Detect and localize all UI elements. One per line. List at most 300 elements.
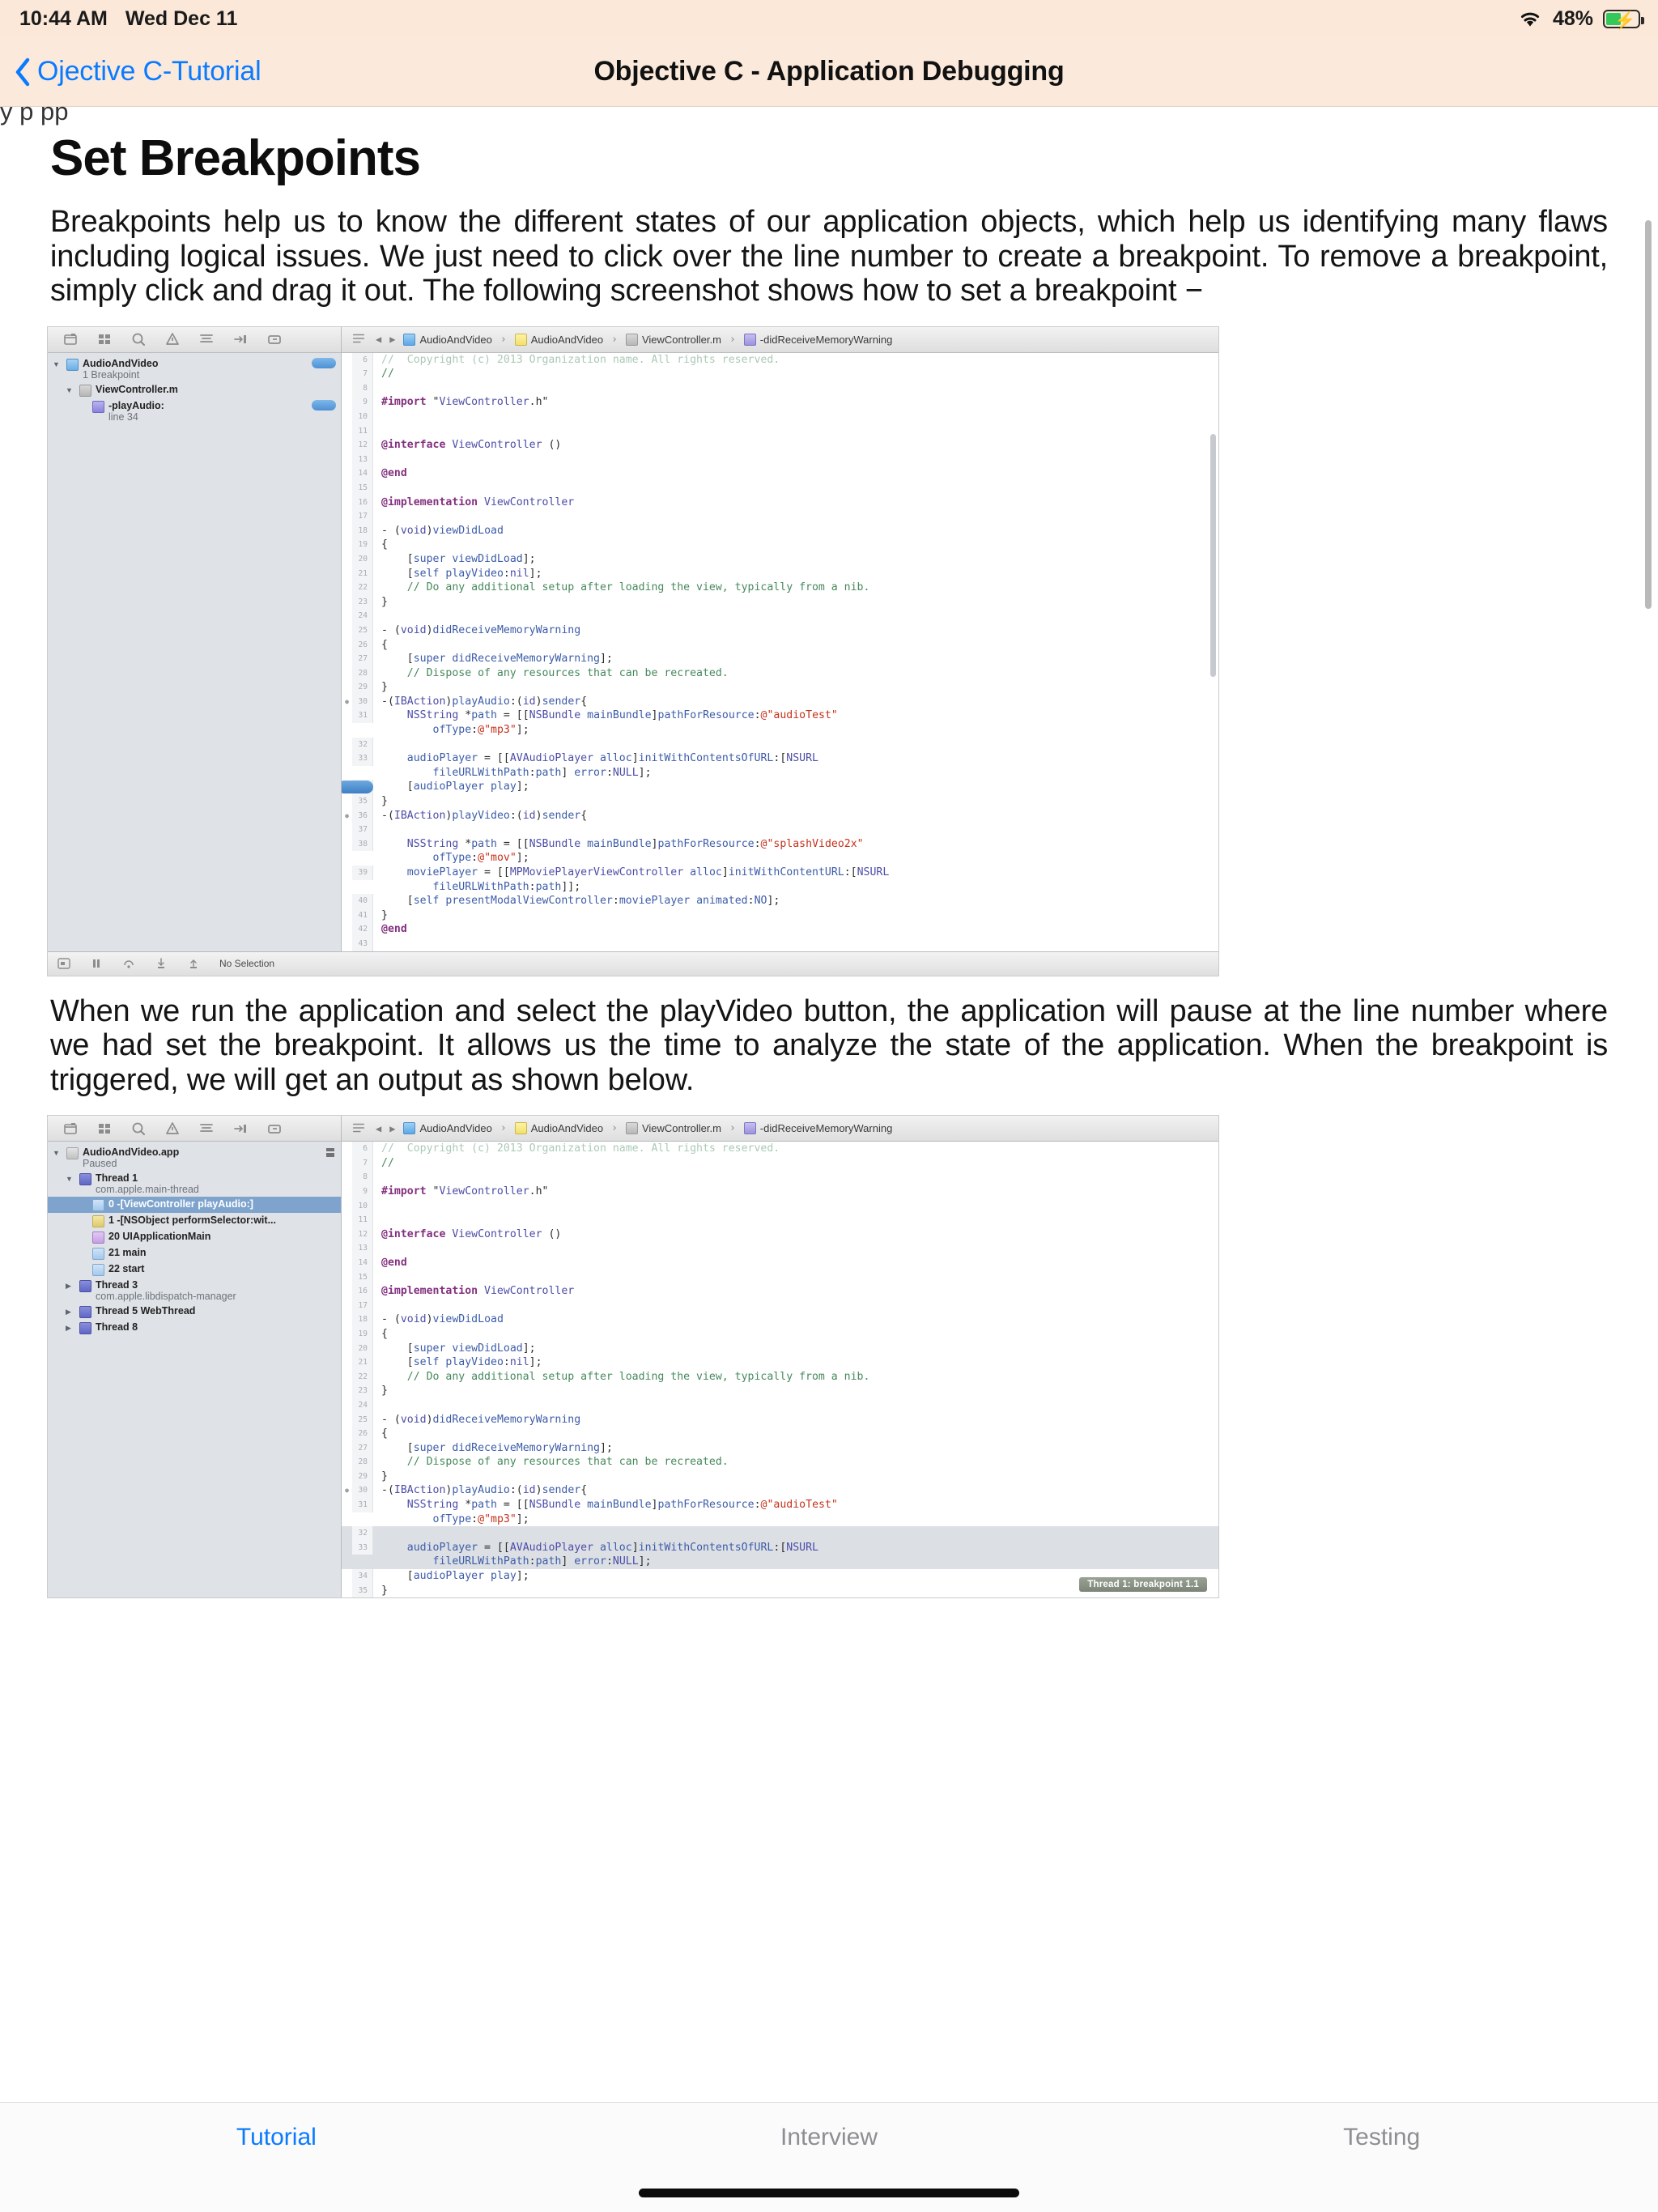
line-number[interactable]: 41 (352, 908, 373, 923)
line-number[interactable]: 34 (352, 1569, 373, 1584)
shot1-jump-bar (342, 327, 1218, 352)
code-text: fileURLWithPath:path]]; (432, 880, 581, 893)
code-text: // Do any additional setup after loading the view, typically from a nib. (381, 581, 870, 594)
method-icon (744, 334, 756, 346)
code-line[interactable] (342, 1455, 1218, 1470)
line-number[interactable]: 13 (352, 1241, 373, 1256)
code-line[interactable] (342, 424, 1218, 439)
code-line[interactable] (342, 780, 1218, 794)
line-number[interactable]: 15 (352, 1270, 373, 1285)
step-out-icon[interactable] (187, 958, 200, 969)
code-line[interactable] (342, 496, 1218, 510)
code-line[interactable] (342, 1270, 1218, 1285)
code-line[interactable] (342, 1355, 1218, 1370)
line-number[interactable]: 14 (352, 466, 373, 481)
home-indicator (639, 2189, 1019, 2197)
code-text: audioPlayer = [[AVAudioPlayer alloc]initWithContentsOfURL:[NSURL (406, 752, 818, 765)
navigator-row-label: -playAudio: line 34 (108, 399, 164, 423)
code-text: ofType:@"mov"]; (432, 852, 529, 865)
line-number[interactable]: 23 (352, 1384, 373, 1398)
search-navigator-icon[interactable] (130, 331, 147, 347)
project-icon (403, 334, 415, 346)
jump-item-0[interactable] (403, 334, 491, 346)
shot1-selection-status: No Selection (219, 958, 275, 970)
folder-navigator-icon[interactable] (62, 1121, 79, 1137)
folder-icon (515, 1122, 527, 1134)
jump-back-icon[interactable]: ◀ (376, 1122, 382, 1134)
code-line[interactable] (342, 395, 1218, 410)
code-line[interactable] (342, 1427, 1218, 1441)
stop-process-icon[interactable] (325, 1146, 336, 1159)
code-line[interactable] (342, 894, 1218, 908)
issue-navigator-icon[interactable] (164, 331, 181, 347)
code-line[interactable] (342, 1185, 1218, 1199)
debug-navigator-icon[interactable] (232, 331, 249, 347)
method-icon (744, 1122, 756, 1134)
code-line[interactable] (342, 1199, 1218, 1214)
code-line[interactable] (342, 1512, 1218, 1527)
code-line[interactable] (342, 837, 1218, 852)
code-line[interactable] (342, 1312, 1218, 1327)
code-text: #import "ViewController.h" (381, 396, 549, 409)
line-number[interactable]: 13 (352, 453, 373, 467)
line-number[interactable]: 19 (352, 1327, 373, 1342)
symbol-navigator-icon[interactable] (96, 1121, 113, 1137)
code-line[interactable] (342, 738, 1218, 752)
code-text: [super didReceiveMemoryWarning]; (381, 1441, 613, 1454)
code-text: - (void)viewDidLoad (381, 1313, 504, 1326)
disclosure-triangle-icon[interactable]: ▶ (66, 1308, 71, 1317)
code-line[interactable] (342, 766, 1218, 781)
article-scroll-view[interactable] (0, 97, 1658, 2102)
line-number[interactable]: 7 (352, 1156, 373, 1171)
row-spacer (79, 1247, 88, 1249)
method-marker-icon: ● (345, 697, 349, 705)
line-number[interactable]: 11 (352, 1213, 373, 1227)
paragraph-1: Breakpoints help us to know the different states of our application objects, which help us identifying many flaws including logical issues. We just need to click over the line number to create a breakpoint. To remove a breakpoint, simply click and drag it out. The following screenshot shows how to set a breakpoint − (50, 205, 1608, 308)
code-line[interactable] (342, 1299, 1218, 1313)
jump-forward-icon[interactable]: ▶ (389, 1122, 396, 1134)
code-line[interactable] (342, 353, 1218, 368)
code-line[interactable] (342, 1441, 1218, 1456)
disclosure-triangle-icon[interactable]: ▶ (66, 1324, 71, 1333)
line-number[interactable]: 20 (352, 552, 373, 567)
status-bar (0, 0, 1658, 37)
navigator-row[interactable] (48, 1197, 341, 1213)
line-number[interactable]: 20 (352, 1342, 373, 1356)
code-line[interactable] (342, 1156, 1218, 1171)
pause-icon[interactable] (90, 958, 103, 969)
code-line[interactable] (342, 1284, 1218, 1299)
jump-label-1: AudioAndVideo (530, 333, 604, 346)
code-text: [super viewDidLoad]; (381, 1342, 536, 1355)
line-number[interactable]: 35 (352, 1584, 373, 1598)
code-line[interactable] (342, 1498, 1218, 1512)
navigator-row[interactable] (48, 1304, 341, 1320)
code-text: // Copyright (c) 2013 Organization name. All rights reserved. (381, 1142, 780, 1155)
line-number[interactable]: 22 (352, 581, 373, 595)
line-number[interactable]: 36 (352, 809, 373, 823)
code-line[interactable] (342, 695, 1218, 709)
line-number[interactable]: 16 (352, 1284, 373, 1299)
jump-back-icon[interactable]: ◀ (376, 334, 382, 346)
line-number[interactable]: 25 (352, 623, 373, 638)
code-text: } (381, 1385, 388, 1397)
code-text: @implementation ViewController (381, 496, 575, 508)
code-text: } (381, 595, 388, 608)
line-number[interactable]: 30 (352, 1483, 373, 1498)
code-text: } (381, 908, 388, 921)
code-text: #import "ViewController.h" (381, 1185, 549, 1197)
disclosure-triangle-icon[interactable]: ▶ (66, 1282, 71, 1291)
line-number[interactable]: 18 (352, 1312, 373, 1327)
line-number[interactable]: 8 (352, 1170, 373, 1185)
code-line[interactable] (342, 680, 1218, 695)
source-file-icon (79, 385, 91, 397)
line-number[interactable]: 28 (352, 666, 373, 681)
line-number[interactable]: 17 (352, 1299, 373, 1313)
code-line[interactable] (342, 1555, 1218, 1569)
back-button-label: Ojective C-Tutorial (37, 56, 261, 87)
shot1-breakpoint-navigator[interactable] (48, 353, 342, 951)
disclosure-triangle-icon[interactable]: ▼ (66, 1175, 73, 1184)
jump-item-1[interactable] (515, 334, 603, 346)
step-into-icon[interactable] (155, 958, 168, 969)
tab-tutorial[interactable]: Tutorial (236, 2124, 317, 2150)
status-bar-right (1517, 7, 1658, 31)
code-line[interactable] (342, 823, 1218, 837)
breakpoint-marker-icon[interactable] (342, 781, 373, 793)
jump-separator: › (500, 1122, 507, 1135)
code-text: ofType:@"mp3"]; (432, 1512, 529, 1525)
jump-forward-icon[interactable]: ▶ (389, 334, 396, 346)
code-line[interactable] (342, 1327, 1218, 1342)
navigator-row[interactable] (48, 382, 341, 398)
code-text: { (381, 638, 388, 651)
status-time: 10:44 AM (19, 6, 108, 30)
code-line[interactable] (342, 1384, 1218, 1398)
line-number[interactable]: 6 (352, 353, 373, 368)
jump-item-3[interactable] (744, 1122, 893, 1134)
code-line[interactable] (342, 866, 1218, 880)
code-text: } (381, 1584, 388, 1597)
jump-item-0[interactable] (403, 1122, 491, 1134)
tab-interview[interactable]: Interview (780, 2124, 878, 2150)
code-line[interactable] (342, 595, 1218, 610)
code-text: fileURLWithPath:path] error:NULL]; (432, 766, 652, 779)
code-line[interactable] (342, 381, 1218, 396)
code-text: } (381, 681, 388, 694)
jump-item-2[interactable] (626, 1122, 721, 1134)
breakpoint-navigator-icon[interactable] (266, 1121, 283, 1137)
jump-item-1[interactable] (515, 1122, 603, 1134)
navigator-row-label: ViewController.m (96, 383, 178, 395)
jump-label-1: AudioAndVideo (530, 1122, 604, 1135)
line-number[interactable]: 10 (352, 1199, 373, 1214)
breakpoint-navigator-icon[interactable] (266, 331, 283, 347)
search-navigator-icon[interactable] (130, 1121, 147, 1137)
line-number[interactable]: 15 (352, 481, 373, 496)
line-number[interactable]: 16 (352, 496, 373, 510)
shot2-debug-navigator[interactable] (48, 1142, 342, 1597)
status-date: Wed Dec 11 (125, 6, 238, 30)
code-line[interactable] (342, 851, 1218, 866)
stack-frame-icon (92, 1264, 104, 1276)
code-text: // Dispose of any resources that can be recreated. (381, 1456, 729, 1469)
jump-item-2[interactable] (626, 334, 721, 346)
shot2-navigator-toolbar (48, 1116, 342, 1141)
status-bar-left (0, 7, 237, 31)
code-text: { (381, 538, 388, 551)
disclosure-triangle-icon[interactable]: ▼ (53, 359, 60, 368)
line-number[interactable]: 40 (352, 894, 373, 908)
line-number[interactable]: 26 (352, 638, 373, 653)
code-line[interactable] (342, 1470, 1218, 1484)
line-number[interactable]: 19 (352, 538, 373, 552)
line-number[interactable]: 42 (352, 922, 373, 937)
code-line[interactable] (342, 524, 1218, 538)
jump-label-0: AudioAndVideo (419, 333, 492, 346)
thread-icon (79, 1322, 91, 1334)
code-line[interactable] (342, 552, 1218, 567)
line-number[interactable]: 24 (352, 609, 373, 623)
line-number[interactable]: 37 (352, 823, 373, 837)
stack-frame-system-icon (92, 1215, 104, 1227)
code-line[interactable] (342, 438, 1218, 453)
code-line[interactable] (342, 481, 1218, 496)
source-file-icon (626, 334, 638, 346)
code-line[interactable] (342, 1142, 1218, 1156)
line-number[interactable]: 33 (352, 1541, 373, 1555)
chevron-left-icon (15, 57, 31, 87)
code-line[interactable] (342, 567, 1218, 581)
code-line[interactable] (342, 623, 1218, 638)
line-number[interactable]: 11 (352, 424, 373, 439)
line-number[interactable]: 35 (352, 794, 373, 809)
line-number[interactable]: 32 (352, 1526, 373, 1541)
line-number[interactable]: 38 (352, 837, 373, 852)
code-line[interactable] (342, 708, 1218, 723)
code-text: // (381, 368, 394, 381)
code-text: @end (381, 1256, 407, 1269)
code-line[interactable] (342, 638, 1218, 653)
page-scrollbar[interactable] (1645, 220, 1652, 609)
clipped-previous-line: y p pp (0, 97, 69, 125)
code-text: // Do any additional setup after loading the view, typically from a nib. (381, 1370, 870, 1383)
shot1-footer (48, 951, 1218, 976)
line-number[interactable]: 9 (352, 1185, 373, 1199)
paragraph-2: When we run the application and select the playVideo button, the application will pause at the line number where we had set the breakpoint. It allows us the time to analyze the state of the application. When the breakpoint is triggered, we will get an output as shown below. (50, 993, 1608, 1097)
line-number[interactable]: 21 (352, 1355, 373, 1370)
code-line[interactable] (342, 1170, 1218, 1185)
symbol-navigator-icon[interactable] (96, 331, 113, 347)
code-text: [self playVideo:nil]; (381, 567, 542, 580)
jump-separator: › (729, 333, 736, 346)
disclosure-triangle-icon[interactable]: ▼ (66, 385, 73, 394)
test-navigator-icon[interactable] (198, 331, 215, 347)
shot2-source-editor[interactable] (342, 1142, 1218, 1597)
code-line[interactable] (342, 723, 1218, 738)
code-text: -(IBAction)playVideo:(id)sender{ (381, 809, 588, 822)
line-number[interactable]: 10 (352, 410, 373, 424)
disclosure-triangle-icon[interactable]: ▼ (53, 1149, 60, 1158)
jump-separator: › (611, 1122, 618, 1135)
line-number[interactable]: 8 (352, 381, 373, 396)
line-number[interactable]: 43 (352, 937, 373, 951)
code-line[interactable] (342, 809, 1218, 823)
jump-label-3: -didReceiveMemoryWarning (759, 333, 893, 346)
editor-options-icon[interactable] (351, 331, 368, 347)
line-number[interactable]: 24 (352, 1398, 373, 1413)
navigator-row[interactable] (48, 1145, 341, 1171)
code-line[interactable] (342, 1541, 1218, 1555)
code-text: [super viewDidLoad]; (381, 552, 536, 565)
line-number[interactable]: 21 (352, 567, 373, 581)
code-line[interactable] (342, 751, 1218, 766)
code-line[interactable] (342, 410, 1218, 424)
line-number[interactable]: 18 (352, 524, 373, 538)
code-line[interactable] (342, 1370, 1218, 1385)
code-line[interactable] (342, 367, 1218, 381)
issue-navigator-icon[interactable] (164, 1121, 181, 1137)
stack-frame-icon (92, 1199, 104, 1211)
line-number[interactable]: 22 (352, 1370, 373, 1385)
code-line[interactable] (342, 1227, 1218, 1242)
code-line[interactable] (342, 1256, 1218, 1270)
line-number[interactable]: 29 (352, 1470, 373, 1484)
code-text: ofType:@"mp3"]; (432, 724, 529, 737)
line-number[interactable]: 23 (352, 595, 373, 610)
line-number[interactable]: 31 (352, 1498, 373, 1512)
navigator-row[interactable] (48, 1278, 341, 1304)
line-number[interactable]: 17 (352, 509, 373, 524)
code-line[interactable] (342, 1342, 1218, 1356)
code-line[interactable] (342, 1413, 1218, 1427)
stack-frame-uikit-icon (92, 1231, 104, 1244)
shot2-jump-bar (342, 1116, 1218, 1141)
thread-breakpoint-badge: Thread 1: breakpoint 1.1 (1079, 1577, 1207, 1592)
folder-navigator-icon[interactable] (62, 331, 79, 347)
section-heading: Set Breakpoints (50, 130, 421, 186)
thread-icon (79, 1280, 91, 1292)
editor-scrollbar[interactable] (1210, 434, 1216, 677)
navigator-row[interactable] (48, 356, 341, 382)
code-line[interactable] (342, 1483, 1218, 1498)
battery-charging-icon: ⚡ (1603, 10, 1640, 28)
code-text: -(IBAction)playAudio:(id)sender{ (381, 695, 588, 708)
code-line[interactable] (342, 794, 1218, 809)
tab-testing[interactable]: Testing (1343, 2124, 1421, 2150)
tab-list (0, 2103, 1658, 2172)
navigator-row[interactable] (48, 1261, 341, 1278)
line-number[interactable]: 27 (352, 652, 373, 666)
editor-options-icon[interactable] (351, 1121, 368, 1137)
code-line[interactable] (342, 509, 1218, 524)
line-number[interactable]: 9 (352, 395, 373, 410)
line-number[interactable]: 26 (352, 1427, 373, 1441)
line-number[interactable]: 25 (352, 1413, 373, 1427)
code-line[interactable] (342, 1213, 1218, 1227)
jump-label-2: ViewController.m (641, 1122, 721, 1135)
code-line[interactable] (342, 466, 1218, 481)
code-line[interactable] (342, 1241, 1218, 1256)
row-spacer (79, 1214, 88, 1217)
navigator-row-label: Thread 3 com.apple.libdispatch-manager (96, 1279, 236, 1303)
code-text: - (void)didReceiveMemoryWarning (381, 623, 581, 636)
code-text: @end (381, 923, 407, 936)
line-number[interactable]: 6 (352, 1142, 373, 1156)
breakpoint-enabled-badge[interactable] (312, 358, 336, 368)
code-line[interactable] (342, 666, 1218, 681)
navigator-row[interactable] (48, 1245, 341, 1261)
code-text: // Copyright (c) 2013 Organization name. All rights reserved. (381, 353, 780, 366)
line-number[interactable]: 12 (352, 438, 373, 453)
line-number[interactable]: 31 (352, 708, 373, 723)
thread-icon (79, 1306, 91, 1318)
navigator-row[interactable] (48, 1229, 341, 1245)
code-line[interactable] (342, 1526, 1218, 1541)
shot2-body (48, 1142, 1218, 1597)
test-navigator-icon[interactable] (198, 1121, 215, 1137)
shot1-source-editor[interactable] (342, 353, 1218, 951)
jump-separator: › (611, 333, 618, 346)
code-line[interactable] (342, 1398, 1218, 1413)
navigator-row[interactable] (48, 1213, 341, 1229)
navigator-row-label: Thread 5 WebThread (96, 1305, 196, 1317)
code-text: NSString *path = [[NSBundle mainBundle]pathForResource:@"audioTest" (406, 1499, 838, 1512)
breakpoint-enabled-badge[interactable] (312, 400, 336, 410)
line-number[interactable]: 14 (352, 1256, 373, 1270)
project-icon (403, 1122, 415, 1134)
code-text: [super didReceiveMemoryWarning]; (381, 653, 613, 666)
hide-debug-area-icon[interactable] (57, 958, 70, 969)
shot1-toolbar (48, 327, 1218, 353)
code-text: [self playVideo:nil]; (381, 1356, 542, 1369)
line-number[interactable]: 39 (352, 866, 373, 880)
navigator-row-label: AudioAndVideo.app Paused (83, 1146, 180, 1170)
line-number[interactable]: 12 (352, 1227, 373, 1242)
code-line[interactable] (342, 609, 1218, 623)
navigator-row[interactable] (48, 1320, 341, 1336)
navigator-row-label: Thread 8 (96, 1321, 138, 1334)
code-line[interactable] (342, 652, 1218, 666)
navigator-row[interactable] (48, 1171, 341, 1197)
code-text: [audioPlayer play]; (381, 1570, 529, 1583)
line-number[interactable]: 28 (352, 1455, 373, 1470)
code-line[interactable] (342, 908, 1218, 923)
code-line[interactable] (342, 880, 1218, 895)
line-number[interactable]: 30 (352, 695, 373, 709)
jump-label-2: ViewController.m (641, 333, 721, 346)
line-number[interactable]: 33 (352, 751, 373, 766)
code-line[interactable] (342, 937, 1218, 951)
debug-navigator-icon[interactable] (232, 1121, 249, 1137)
code-text: } (381, 795, 388, 808)
code-text: // (381, 1156, 394, 1169)
line-number[interactable]: 27 (352, 1441, 373, 1456)
line-number[interactable]: 7 (352, 367, 373, 381)
code-line[interactable] (342, 581, 1218, 595)
line-number[interactable]: 32 (352, 738, 373, 752)
source-file-icon (626, 1122, 638, 1134)
line-number[interactable]: 29 (352, 680, 373, 695)
jump-item-3[interactable] (744, 334, 893, 346)
code-line[interactable] (342, 922, 1218, 937)
navigator-row[interactable] (48, 398, 341, 424)
code-line[interactable] (342, 538, 1218, 552)
code-line[interactable] (342, 453, 1218, 467)
step-over-icon[interactable] (122, 958, 135, 969)
